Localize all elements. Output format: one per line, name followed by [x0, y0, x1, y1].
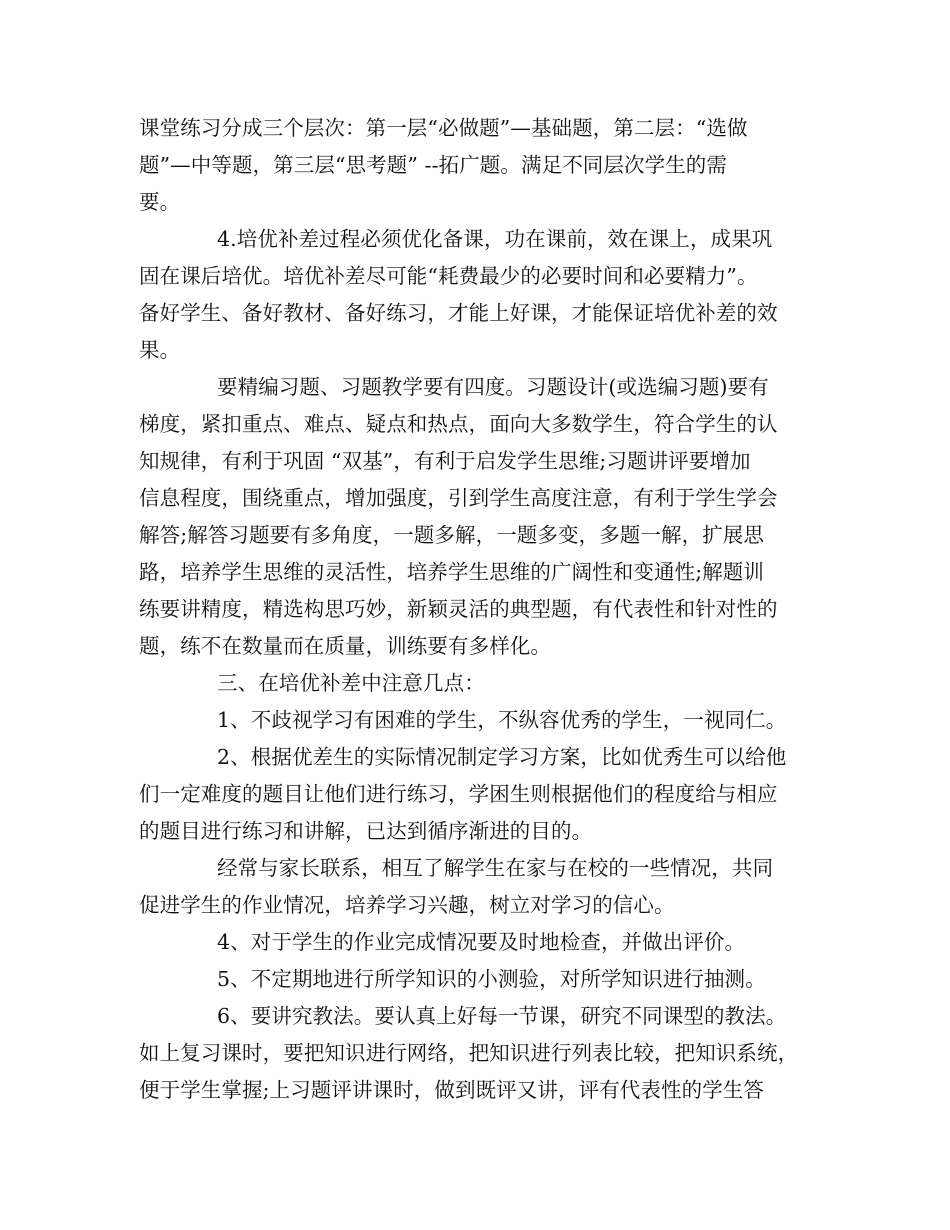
text-line: 经常与家长联系，相互了解学生在家与在校的一些情况，共同	[217, 856, 774, 880]
text-line: 课堂练习分成三个层次：第一层“必做题”—基础题，第二层：“选做	[139, 116, 748, 140]
text-line: 固在课后培优。培优补差尽可能“耗费最少的必要时间和必要精力”。	[139, 264, 758, 288]
text-line: 便于学生掌握;上习题评讲课时，做到既评又讲，评有代表性的学生答	[139, 1078, 765, 1102]
text-line: 2、根据优差生的实际情况制定学习方案，比如优秀生可以给他	[217, 745, 787, 769]
text-line: 促进学生的作业情况，培养学习兴趣，树立对学习的信心。	[139, 893, 675, 917]
text-line: 果。	[139, 338, 181, 362]
text-line: 要。	[139, 190, 181, 214]
text-line: 4.培优补差过程必须优化备课，功在课前，效在课上，成果巩	[217, 227, 773, 251]
text-line: 信息程度，围绕重点，增加强度，引到学生高度注意，有利于学生学会	[139, 486, 778, 510]
text-line: 题，练不在数量而在质量，训练要有多样化。	[139, 634, 551, 658]
text-line: 三、在培优补差中注意几点：	[217, 671, 485, 695]
text-line: 6、要讲究教法。要认真上好每一节课，研究不同课型的教法。	[217, 1004, 787, 1028]
text-line: 们一定难度的题目让他们进行练习，学困生则根据他们的程度给与相应	[139, 782, 778, 806]
text-line: 题”—中等题，第三层“思考题” --拓广题。满足不同层次学生的需	[139, 153, 728, 177]
text-line: 梯度，紧扣重点、难点、疑点和热点，面向大多数学生，符合学生的认	[139, 412, 778, 436]
text-line: 如上复习课时，要把知识进行网络，把知识进行列表比较，把知识系统，	[139, 1041, 799, 1065]
text-line: 解答;解答习题要有多角度，一题多解，一题多变，多题一解，扩展思	[139, 523, 765, 547]
text-line: 的题目进行练习和讲解，已达到循序渐进的目的。	[139, 819, 593, 843]
text-line: 知规律，有利于巩固 “双基”，有利于启发学生思维;习题讲评要增加	[139, 449, 751, 473]
text-line: 5、不定期地进行所学知识的小测验，对所学知识进行抽测。	[217, 967, 766, 991]
text-line: 备好学生、备好教材、备好练习，才能上好课，才能保证培优补差的效	[139, 301, 778, 325]
text-line: 要精编习题、习题教学要有四度。习题设计(或选编习题)要有	[217, 375, 769, 399]
text-line: 4、对于学生的作业完成情况要及时地检查，并做出评价。	[217, 930, 746, 954]
text-line: 路，培养学生思维的灵活性，培养学生思维的广阔性和变通性;解题训	[139, 560, 765, 584]
text-line: 1、不歧视学习有困难的学生，不纵容优秀的学生，一视同仁。	[217, 708, 787, 732]
document-body	[139, 110, 829, 1109]
text-line: 练要讲精度，精选构思巧妙，新颖灵活的典型题，有代表性和针对性的	[139, 597, 778, 621]
